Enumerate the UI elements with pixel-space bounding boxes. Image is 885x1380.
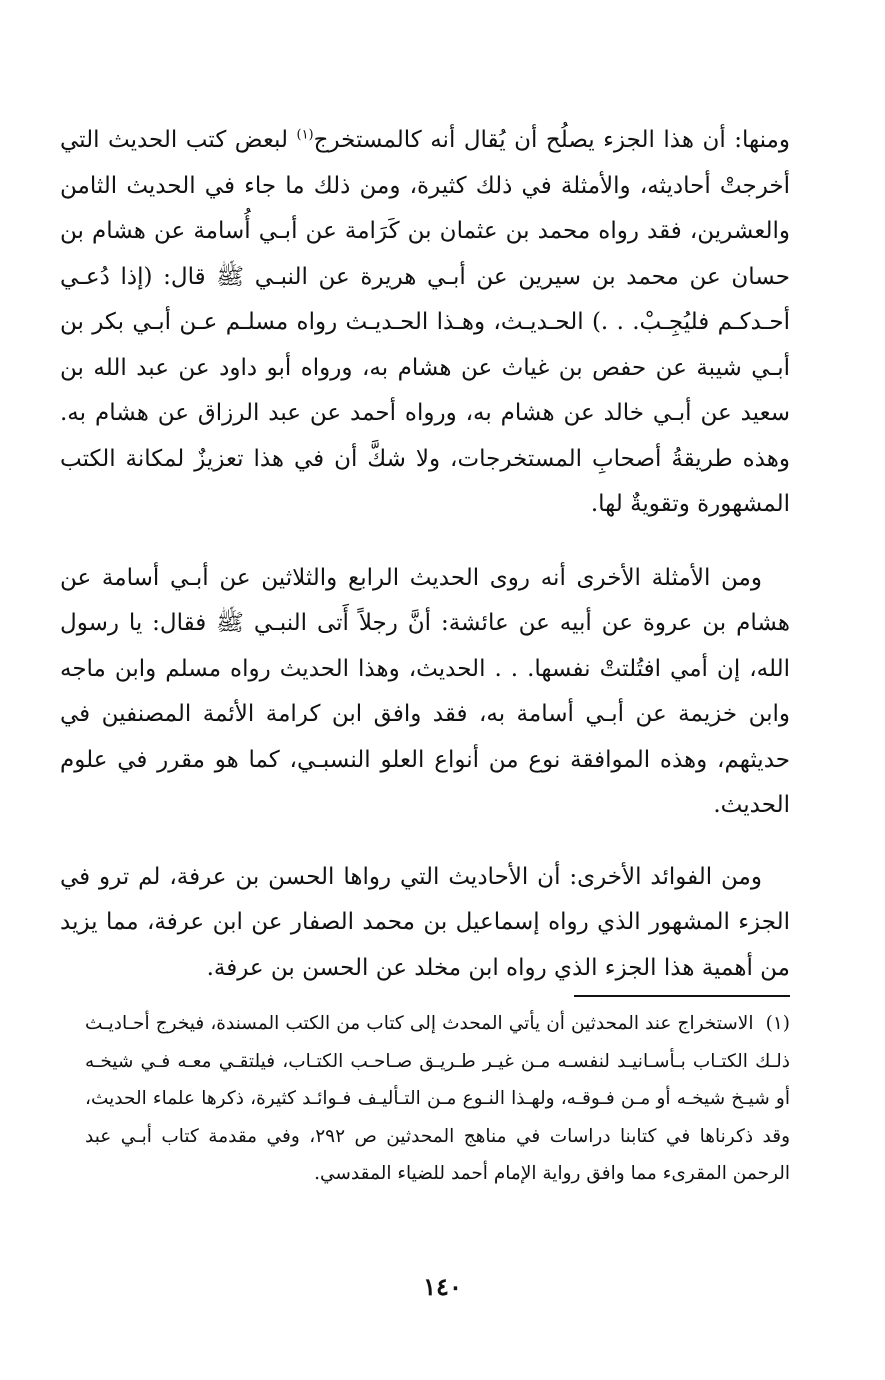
footnote-number: (١): [765, 1013, 790, 1034]
paragraph-1-text-end: لبعض كتب الحديث التي أخرجتْ أحاديثه، والأمثلة في ذلك كثيرة، ومن ذلك ما جاء في الحديث الثامن والعشرين، فقد رواه محمد بن عثمان بن كَرَامة عن أبـي أُسامة عن هشام بن حسان عن محمد بن سيرين عن أبـي هريرة عن النبـي ﷺ قال: (إذا دُعـي أحـدكـم فليُجِـبْ. . .) الحـديـث، وهـذا الحـديـث رواه مسلـم عـن أبـي بكر بن أبـي شيبة عن حفص بن غياث عن هشام به، ورواه أبو داود عن عبد الله بن سعيد عن أبـي خالد عن هشام به، ورواه أحمد عن عبد الرزاق عن هشام به. وهذه طريقةُ أصحابِ المستخرجات، ولا شكَّ أن في هذا تعزيزٌ لمكانة الكتب المشهورة وتقويةٌ لها.: [60, 127, 790, 517]
paragraph-3: ومن الفوائد الأخرى: أن الأحاديث التي رواها الحسن بن عرفة، لم ترو في الجزء المشهور الذي رواه إسماعيل بن محمد الصفار عن ابن عرفة، مما يزيد من أهمية هذا الجزء الذي رواه ابن مخلد عن الحسن بن عرفة.: [60, 863, 790, 981]
footnote-separator: [574, 995, 790, 997]
footnote-text: الاستخراج عند المحدثين أن يأتي المحدث إلى كتاب من الكتب المسندة، فيخرج أحـاديـث ذلـك الكتـاب بـأسـانيـد لنفسـه مـن غيـر طـريـق صـاحـب الكتـاب، فيلتقـي معـه فـي شيخـه أو شيـخ شيخـه أو مـن فـوقـه، ولهـذا النـوع مـن التـأليـف فـوائـد كثيرة، ذكرها علماء الحديث، وقد ذكرناها في كتابنا دراسات في مناهج المحدثين ص ٢٩٢، وفي مقدمة كتاب أبـي عبد الرحمن المقرىء مما وافق رواية الإمام أحمد للضياء المقدسي.: [85, 1013, 791, 1184]
page-number: ١٤٠: [423, 1272, 462, 1301]
paragraph-1: [60, 118, 790, 528]
paragraph-2: ومن الأمثلة الأخرى أنه روى الحديث الرابع والثلاثين عن أبـي أسامة عن هشام بن عروة عن أبيه عن عائشة: أنَّ رجلاً أَتى النبـي ﷺ فقال: يا رسول الله، إن أمي افتُلتتْ نفسها. . . الحديث، وهذا الحديث رواه مسلم وابن ماجه وابن خزيمة عن أبـي أسامة به، فقد وافق ابن كرامة الأئمة المصنفين في حديثهم، وهذه الموافقة نوع من أنواع العلو النسبـي، كما هو مقرر في علوم الحديث.: [60, 564, 790, 818]
paragraph-1-text-start: ومنها: أن هذا الجزء يصلُح أن يُقال أنه كالمستخرج: [313, 127, 790, 153]
footnote-marker: (١): [296, 127, 314, 143]
footnote: [85, 1005, 790, 1193]
main-text: [60, 118, 790, 991]
